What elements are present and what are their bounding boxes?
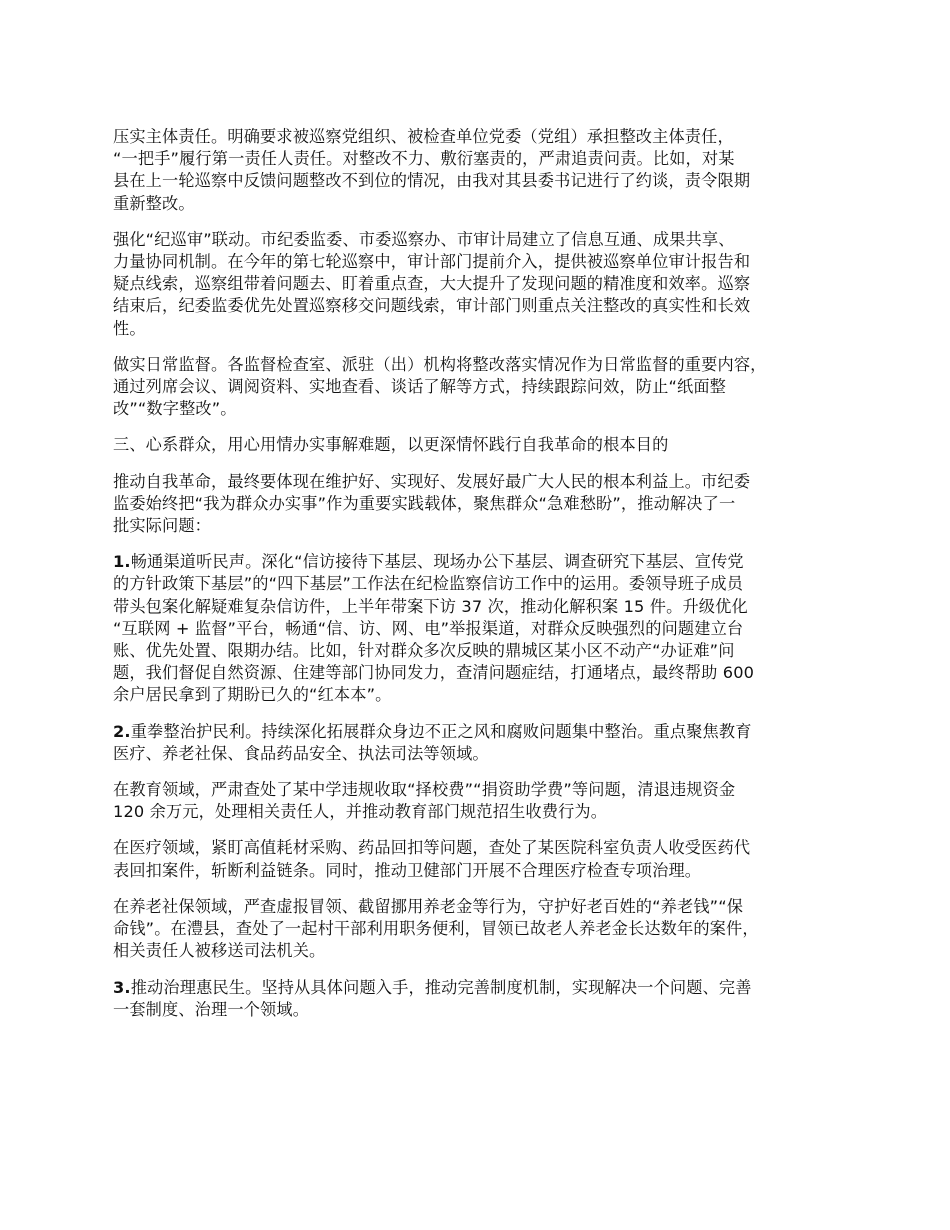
- paragraph: [113, 126, 858, 215]
- text-line: [113, 354, 858, 376]
- text-line: [113, 376, 858, 398]
- line-text: 监委始终把“我为群众办实事”作为重要实践载体，聚焦群众“急难愁盼”，推动解决了一: [113, 493, 736, 513]
- line-text: 压实主体责任。明确要求被巡察党组织、被检查单位党委（党组）承担整改主体责任，: [113, 127, 734, 146]
- text-line: [113, 918, 858, 940]
- numbered-paragraph: [113, 551, 858, 706]
- text-line: [113, 837, 858, 859]
- text-line: [113, 193, 858, 215]
- document-body: [113, 126, 858, 1035]
- text-line: [113, 662, 858, 684]
- text-line: [113, 295, 858, 317]
- line-text: 县在上一轮巡察中反馈问题整改不到位的情况，由我对其县委书记进行了约谈，责令限期: [113, 171, 751, 191]
- line-text: 余户居民拿到了期盼已久的“红本本”。: [113, 685, 392, 705]
- line-text: 三、心系群众，用心用情办实事解难题，以更深情怀践行自我革命的根本目的: [113, 435, 669, 455]
- line-text: 表回扣案件，斩断利益链条。同时，推动卫健部门开展不合理医疗检查专项治理。: [113, 860, 702, 880]
- text-line: [113, 999, 858, 1021]
- line-text: 推动治理惠民生。坚持从具体问题入手，推动完善制度机制，实现解决一个问题、完善: [130, 977, 752, 997]
- line-text: 强化“纪巡审”联动。市纪委监委、市委巡察办、市审计局建立了信息互通、成果共享、: [113, 229, 735, 249]
- line-text: 的方针政策下基层”的“四下基层”工作法在纪检监察信访工作中的运用。委领导班子成员: [113, 574, 744, 594]
- paragraph: [113, 896, 858, 963]
- line-text: 推动自我革命，最终要体现在维护好、实现好、发展好最广大人民的根本利益上。市纪委: [113, 471, 751, 491]
- text-line: [113, 515, 858, 537]
- text-line: [113, 743, 858, 765]
- paragraph: [113, 229, 858, 340]
- line-text: 结束后，纪委监委优先处置巡察移交问题线索，审计部门则重点关注整改的真实性和长效: [113, 296, 751, 316]
- line-text: 题，我们督促自然资源、住建等部门协同发力，查清问题症结，打通堵点，最终帮助 600: [113, 663, 755, 683]
- line-text: 在教育领域，严肃查处了某中学违规收取“择校费”“捐资助学费”等问题，清退违规资金: [113, 780, 736, 800]
- text-line: [113, 318, 858, 340]
- text-line: [113, 618, 858, 640]
- line-text: 在医疗领域，紧盯高值耗材采购、药品回扣等问题，查处了某医院科室负责人收受医药代: [113, 838, 751, 858]
- line-text: 医疗、养老社保、食品药品安全、执法司法等领域。: [113, 743, 489, 763]
- text-line: [113, 801, 858, 823]
- text-line: [113, 977, 858, 999]
- text-line: [113, 596, 858, 618]
- line-text: 相关责任人被移送司法机关。: [113, 941, 326, 961]
- line-text: “一把手”履行第一责任人责任。对整改不力、敷衍塞责的，严肃追责问责。比如，对某: [113, 149, 735, 169]
- text-line: [113, 779, 858, 801]
- line-text: 批实际问题：: [113, 516, 212, 536]
- text-line: [113, 860, 858, 882]
- line-text: 一套制度、治理一个领域。: [113, 999, 310, 1019]
- paragraph: [113, 837, 858, 881]
- text-line: [113, 229, 858, 251]
- text-line: [113, 398, 858, 420]
- line-text: 做实日常监督。各监督检查室、派驻（出）机构将整改落实情况作为日常监督的重要内容，: [113, 354, 767, 374]
- text-line: [113, 573, 858, 595]
- line-text: 通过列席会议、调阅资料、实地查看、谈话了解等方式，持续跟踪问效，防止“纸面整: [113, 377, 727, 397]
- paragraph: [113, 354, 858, 421]
- text-line: [113, 684, 858, 706]
- line-text: 重拳整治护民利。持续深化拓展群众身边不正之风和腐败问题集中整治。重点聚焦教育: [130, 721, 752, 741]
- item-number: 2.: [113, 721, 131, 741]
- line-text: 带头包案化解疑难复杂信访件，上半年带案下访 37 次，推动化解积案 15 件。升级优化: [113, 596, 748, 616]
- item-number: 1.: [113, 552, 131, 572]
- numbered-paragraph: [113, 721, 858, 765]
- numbered-paragraph: [113, 977, 858, 1021]
- text-line: [113, 940, 858, 962]
- text-line: [113, 170, 858, 192]
- line-text: 改”“数字整改”。: [113, 399, 237, 419]
- line-text: 命钱”。在澧县，查处了一起村干部利用职务便利，冒领已故老人养老金长达数年的案件，: [113, 919, 759, 939]
- line-text: 在养老社保领域，严查虚报冒领、截留挪用养老金等行为，守护好老百姓的“养老钱”“保: [113, 896, 744, 916]
- line-text: 重新整改。: [113, 193, 195, 213]
- text-line: [113, 273, 858, 295]
- text-line: [113, 493, 858, 515]
- text-line: [113, 251, 858, 273]
- text-line: [113, 148, 858, 170]
- line-text: 性。: [113, 318, 146, 338]
- line-text: 疑点线索，巡察组带着问题去、盯着重点查，大大提升了发现问题的精准度和效率。巡察: [113, 274, 751, 294]
- text-line: [113, 640, 858, 662]
- paragraph: [113, 434, 858, 456]
- item-number: 3.: [113, 977, 131, 997]
- text-line: [113, 551, 858, 573]
- text-line: [113, 471, 858, 493]
- line-text: 账、优先处置、限期办结。比如，针对群众多次反映的鼎城区某小区不动产“办证难”问: [113, 641, 735, 661]
- line-text: 畅通渠道听民声。深化“信访接待下基层、现场办公下基层、调查研究下基层、宣传党: [130, 552, 744, 572]
- paragraph: [113, 471, 858, 538]
- line-text: 120 余万元，处理相关责任人，并推动教育部门规范招生收费行为。: [113, 802, 608, 822]
- text-line: [113, 721, 858, 743]
- text-line: [113, 434, 858, 456]
- line-text: “互联网 + 监督”平台，畅通“信、访、网、电”举报渠道，对群众反映强烈的问题建立台: [113, 618, 744, 638]
- text-line: [113, 126, 858, 148]
- line-text: 力量协同机制。在今年的第七轮巡察中，审计部门提前介入，提供被巡察单位审计报告和: [113, 252, 751, 272]
- text-line: [113, 896, 858, 918]
- paragraph: [113, 779, 858, 823]
